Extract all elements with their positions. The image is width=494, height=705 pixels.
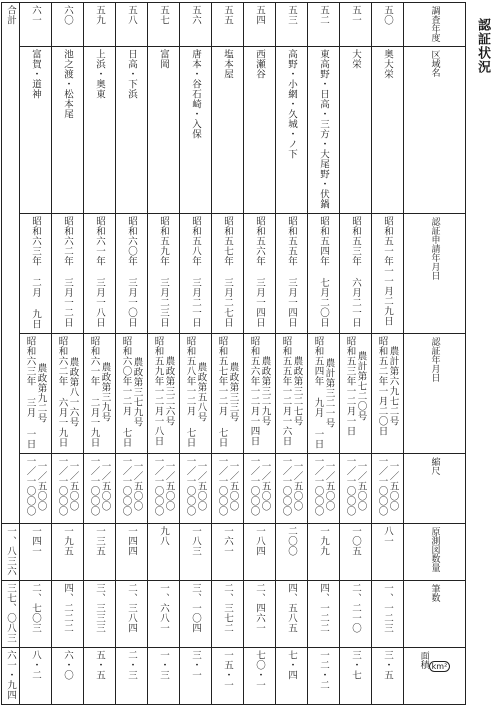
scale-value: 一／五〇〇 一／一〇〇〇 — [24, 456, 47, 516]
header-year — [404, 3, 466, 47]
sheets-value: 一四一 — [30, 526, 41, 556]
header-area_km — [404, 648, 466, 705]
cell-year — [340, 3, 372, 47]
year-value: 五三 — [286, 5, 297, 25]
count-value: 二、四六一 — [254, 583, 265, 633]
apply-value: 昭和六一年 三月一八日 — [94, 216, 105, 328]
sheets-value: 一三五 — [94, 526, 105, 556]
cell-area — [180, 47, 212, 214]
cell-apply — [212, 214, 244, 334]
cell-cert — [20, 334, 52, 454]
cell-cert — [116, 334, 148, 454]
cert-value: 農政第三三号 昭和五七年一二月 七日 — [216, 336, 239, 448]
scale-value: 一／五〇〇 一／一〇〇〇 — [152, 456, 175, 516]
apply-value: 昭和五六年 三月一四日 — [254, 216, 265, 328]
row-sheets — [2, 524, 466, 581]
count-value: 二、二一〇 — [350, 583, 361, 633]
apply-value: 昭和六〇年 三月一〇日 — [126, 216, 137, 328]
cell-sheets — [244, 524, 276, 581]
scale-value: 一／五〇〇 一／一〇〇〇 — [184, 456, 207, 516]
cell-cert — [340, 334, 372, 454]
area-value: 塩本屋 — [222, 49, 233, 79]
scale-value: 一／五〇〇 一／一〇〇〇 — [344, 456, 367, 516]
header-label: 面積 — [418, 651, 429, 669]
header-label: 認証申請年月日 — [429, 217, 440, 280]
cell-scale — [308, 454, 340, 524]
cell-area — [372, 47, 404, 214]
cell-sheets — [84, 524, 116, 581]
sheets-value: 一八四 — [254, 526, 265, 556]
total-sheets: 一、八三六 — [5, 526, 16, 576]
scale-value: 一／五〇〇 一／一〇〇〇 — [248, 456, 271, 516]
cell-count — [308, 581, 340, 648]
area_km-value: 一・三 — [158, 650, 169, 680]
cell-year — [276, 3, 308, 47]
cell-area — [148, 47, 180, 214]
cell-count — [372, 581, 404, 648]
cell-count — [180, 581, 212, 648]
cell-scale — [372, 454, 404, 524]
header-scale — [404, 454, 466, 524]
cell-count — [52, 581, 84, 648]
total-cell — [2, 581, 20, 648]
area_km-value: 三・五 — [382, 650, 393, 680]
area-value: 富岡 — [158, 49, 169, 69]
cell-area_km — [180, 648, 212, 705]
year-value: 五〇 — [382, 5, 393, 25]
cell-cert — [308, 334, 340, 454]
cell-year — [212, 3, 244, 47]
row-year — [2, 3, 466, 47]
year-value: 五二 — [318, 5, 329, 25]
cell-area — [308, 47, 340, 214]
cell-sheets — [180, 524, 212, 581]
area-value: 上浜・奥東 — [94, 49, 105, 99]
cell-cert — [212, 334, 244, 454]
area_km-value: 二・三 — [126, 650, 137, 680]
total-header-cell — [2, 3, 20, 524]
cell-scale — [20, 454, 52, 524]
cell-count — [340, 581, 372, 648]
scale-value: 一／五〇〇 一／一〇〇〇 — [280, 456, 303, 516]
cell-sheets — [116, 524, 148, 581]
area-value: 高野・小網・久城・ノ下 — [286, 49, 297, 159]
sheets-value: 一六一 — [222, 526, 233, 556]
cell-area_km — [372, 648, 404, 705]
cert-value: 農政第三二六号 昭和五九年一二月一八日 — [152, 336, 175, 446]
year-value: 五九 — [94, 5, 105, 25]
cell-sheets — [52, 524, 84, 581]
cell-cert — [148, 334, 180, 454]
row-area_km — [2, 648, 466, 705]
cert-value: 農計第六九七二号 昭和五二年一月二〇日 — [376, 336, 399, 436]
cell-area_km — [116, 648, 148, 705]
count-value: 二、七〇三 — [30, 583, 41, 633]
cell-apply — [180, 214, 212, 334]
area-value: 東高野・日高・三方・大尾野・伏鍋 — [318, 49, 329, 209]
header-sheets — [404, 524, 466, 581]
cell-count — [116, 581, 148, 648]
sheets-value: 一四四 — [126, 526, 137, 556]
area-value: 日高・下浜 — [126, 49, 137, 99]
year-value: 五七 — [158, 5, 169, 25]
header-count — [404, 581, 466, 648]
cell-area — [276, 47, 308, 214]
area-value: 池之渡・松本尾 — [62, 49, 73, 119]
cell-apply — [52, 214, 84, 334]
cell-apply — [148, 214, 180, 334]
cell-sheets — [372, 524, 404, 581]
total-label: 合計 — [5, 5, 16, 25]
area_km-value: 一二・二 — [318, 650, 329, 690]
header-cert — [404, 334, 466, 454]
cell-count — [148, 581, 180, 648]
cell-cert — [52, 334, 84, 454]
year-value: 五四 — [254, 5, 265, 25]
cert-value: 農政第八一六号 昭和六二年 六月一九日 — [56, 336, 79, 448]
header-label: 認証年月日 — [429, 337, 440, 382]
cell-scale — [212, 454, 244, 524]
row-area — [2, 47, 466, 214]
cell-area — [212, 47, 244, 214]
scale-value: 一／五〇〇 一／一〇〇〇 — [56, 456, 79, 516]
cell-sheets — [340, 524, 372, 581]
count-value: 四、五八五 — [286, 583, 297, 633]
count-value: 四、一二二 — [318, 583, 329, 633]
count-value: 三、一〇四 — [190, 583, 201, 633]
cell-scale — [340, 454, 372, 524]
count-value: 一、一二三 — [382, 583, 393, 633]
apply-value: 昭和五七年 三月二七日 — [222, 216, 233, 328]
apply-value: 昭和五五年 三月一四日 — [286, 216, 297, 328]
apply-value: 昭和六二年 三月一二日 — [62, 216, 73, 328]
cell-area_km — [308, 648, 340, 705]
cell-apply — [116, 214, 148, 334]
cell-area_km — [52, 648, 84, 705]
cert-value: 農計第三二一号 昭和五四年 九月 一日 — [312, 336, 335, 449]
total-cell — [2, 648, 20, 705]
area-value: 大栄 — [350, 49, 361, 69]
apply-value: 昭和五四年 七月二〇日 — [318, 216, 329, 328]
cell-area_km — [20, 648, 52, 705]
cell-area — [116, 47, 148, 214]
cell-count — [276, 581, 308, 648]
area_km-value: 八・二 — [30, 650, 41, 680]
cert-value: 農政第三九号 昭和六一年 二月一九日 — [88, 336, 111, 448]
page-title: 認証状況 — [475, 18, 490, 74]
sheets-value: 九八 — [158, 526, 169, 546]
cert-value: 農計第七二〇号 昭和五三年一二月一日 — [344, 336, 367, 436]
scale-value: 一／五〇〇 一／一〇〇〇 — [88, 456, 111, 516]
header-label: 原測図数量 — [429, 527, 440, 572]
cell-year — [52, 3, 84, 47]
scale-value: 一／五〇〇 一／一〇〇〇 — [120, 456, 143, 516]
sheets-value: 一八三 — [190, 526, 201, 556]
cell-area — [52, 47, 84, 214]
area-value: 西瀬谷 — [254, 49, 265, 79]
apply-value: 昭和六三年 二月 九日 — [30, 216, 41, 329]
header-label: 調査年度 — [429, 6, 440, 42]
header-label: 縮尺 — [429, 457, 440, 475]
cell-year — [20, 3, 52, 47]
scale-value: 一／五〇〇 一／一〇〇〇 — [216, 456, 239, 516]
count-value: 三、三三三 — [94, 583, 105, 633]
count-value: 一、六八一 — [158, 583, 169, 633]
cell-scale — [84, 454, 116, 524]
unit-label: km² — [429, 661, 451, 672]
area_km-value: 一五・一 — [222, 650, 233, 690]
cell-cert — [276, 334, 308, 454]
year-value: 六〇 — [62, 5, 73, 25]
scale-value: 一／五〇〇 一／一〇〇〇 — [312, 456, 335, 516]
cell-area_km — [148, 648, 180, 705]
apply-value: 昭和五九年 三月二三日 — [158, 216, 169, 328]
cell-count — [212, 581, 244, 648]
area_km-value: 六・〇 — [62, 650, 73, 680]
cell-apply — [84, 214, 116, 334]
sheets-value: 一九九 — [318, 526, 329, 556]
area_km-value: 三・七 — [350, 650, 361, 680]
cell-area_km — [244, 648, 276, 705]
cell-year — [148, 3, 180, 47]
cell-sheets — [212, 524, 244, 581]
scale-value: 一／五〇〇 一／一〇〇〇 — [376, 456, 399, 516]
year-value: 五六 — [190, 5, 201, 25]
count-value: 二、三八四 — [126, 583, 137, 633]
cell-apply — [20, 214, 52, 334]
cell-area_km — [84, 648, 116, 705]
apply-value: 昭和五三年 六月二一日 — [350, 216, 361, 328]
cell-area_km — [212, 648, 244, 705]
cell-count — [244, 581, 276, 648]
cell-sheets — [20, 524, 52, 581]
cell-year — [308, 3, 340, 47]
header-label: 筆数 — [429, 584, 440, 602]
count-value: 四、二二二 — [62, 583, 73, 633]
cert-value: 農政第三二七号 昭和五五年一二月一六日 — [280, 336, 303, 446]
header-area — [404, 47, 466, 214]
cell-year — [244, 3, 276, 47]
sheets-value: 二〇〇 — [286, 526, 297, 556]
cell-apply — [372, 214, 404, 334]
row-count — [2, 581, 466, 648]
area-value: 奥大栄 — [382, 49, 393, 79]
cell-area — [20, 47, 52, 214]
total-area_km: 六一・九四 — [5, 650, 16, 700]
cell-apply — [308, 214, 340, 334]
cell-scale — [180, 454, 212, 524]
cell-year — [372, 3, 404, 47]
area_km-value: 七〇・一 — [254, 650, 265, 690]
year-value: 五八 — [126, 5, 137, 25]
cell-scale — [148, 454, 180, 524]
header-label: 区域名 — [429, 50, 440, 77]
cell-area_km — [276, 648, 308, 705]
cell-year — [116, 3, 148, 47]
year-value: 六一 — [30, 5, 41, 25]
apply-value: 昭和五八年 三月二一日 — [190, 216, 201, 328]
cell-cert — [372, 334, 404, 454]
cell-area — [84, 47, 116, 214]
cert-value: 農政第五八号 昭和五八年一二月 七日 — [184, 336, 207, 448]
cell-scale — [276, 454, 308, 524]
year-value: 五五 — [222, 5, 233, 25]
cell-apply — [276, 214, 308, 334]
cell-year — [84, 3, 116, 47]
area-value: 唐本・谷石崎・入保 — [190, 49, 201, 139]
cell-count — [84, 581, 116, 648]
sheets-value: 八一 — [382, 526, 393, 546]
cell-scale — [244, 454, 276, 524]
sheets-value: 一〇五 — [350, 526, 361, 556]
certification-table — [1, 2, 466, 705]
row-cert — [2, 334, 466, 454]
count-value: 二、三七二 — [222, 583, 233, 633]
area_km-value: 五・五 — [94, 650, 105, 680]
cell-sheets — [308, 524, 340, 581]
cell-sheets — [148, 524, 180, 581]
year-value: 五一 — [350, 5, 361, 25]
cert-value: 農政第三七九号 昭和六〇年一二月 七日 — [120, 336, 143, 448]
cert-value: 農政第九二号 昭和六三年 三月 一日 — [24, 336, 47, 449]
cell-area — [244, 47, 276, 214]
sheets-value: 一九五 — [62, 526, 73, 556]
cell-cert — [244, 334, 276, 454]
cell-cert — [84, 334, 116, 454]
cell-scale — [52, 454, 84, 524]
cell-area — [340, 47, 372, 214]
area-value: 富賀・道神 — [30, 49, 41, 99]
cell-area_km — [340, 648, 372, 705]
area_km-value: 七・四 — [286, 650, 297, 680]
cell-count — [20, 581, 52, 648]
total-count: 三七、〇八三 — [5, 583, 16, 643]
cell-cert — [180, 334, 212, 454]
total-cell — [2, 524, 20, 581]
cell-apply — [340, 214, 372, 334]
header-apply — [404, 214, 466, 334]
cell-apply — [244, 214, 276, 334]
cert-value: 農政第三二九号 昭和五六年一二月一四日 — [248, 336, 271, 446]
row-scale — [2, 454, 466, 524]
area_km-value: 三・一 — [190, 650, 201, 680]
cell-scale — [116, 454, 148, 524]
cell-year — [180, 3, 212, 47]
row-apply — [2, 214, 466, 334]
apply-value: 昭和五一年一一月二九日 — [382, 216, 393, 326]
cell-sheets — [276, 524, 308, 581]
